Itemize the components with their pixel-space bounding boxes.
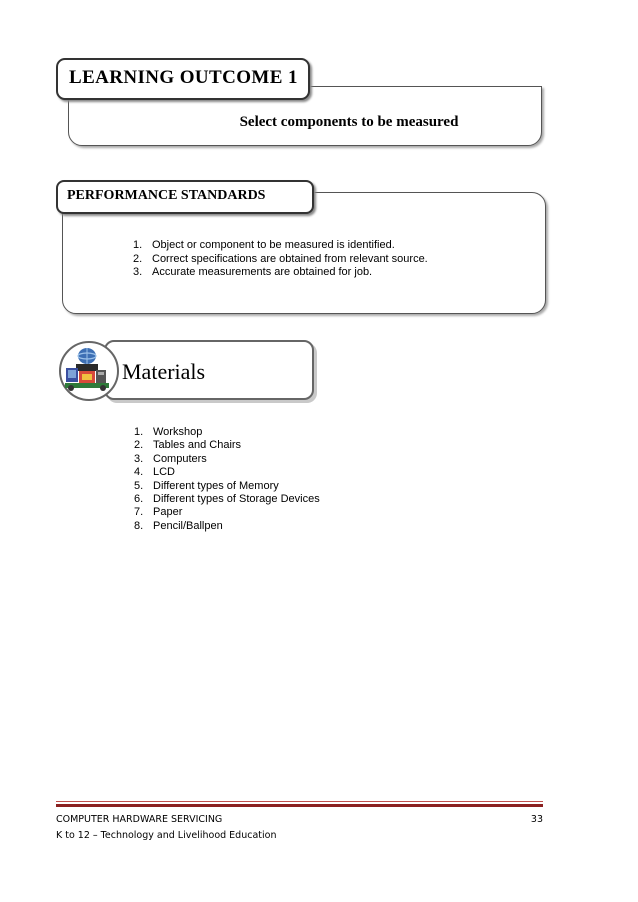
learning-outcome-subtitle: Select components to be measured xyxy=(239,114,459,130)
performance-standards-tab xyxy=(56,180,314,214)
list-item: 4. LCD xyxy=(134,466,176,479)
materials-icon xyxy=(62,346,112,392)
footer-program: K to 12 – Technology and Livelihood Education xyxy=(56,830,277,841)
list-item: 5. Different types of Memory xyxy=(134,479,279,492)
performance-standards-title: PERFORMANCE STANDARDS xyxy=(67,188,266,203)
list-item: 1. Workshop xyxy=(134,426,203,438)
list-item: 1. Object or component to be measured is identified. xyxy=(133,239,395,251)
performance-standards-list xyxy=(133,239,428,280)
materials-title: Materials xyxy=(122,359,206,384)
footer-divider-thick xyxy=(56,804,543,807)
footer-course: COMPUTER HARDWARE SERVICING xyxy=(56,814,223,825)
list-item: 2. Tables and Chairs xyxy=(134,439,242,452)
materials-list xyxy=(134,426,320,533)
list-item: 7. Paper xyxy=(134,506,183,519)
list-item: 6. Different types of Storage Devices xyxy=(134,493,320,506)
materials-header xyxy=(104,340,314,400)
list-item: 8. Pencil/Ballpen xyxy=(134,519,223,532)
list-item: 3. Accurate measurements are obtained for job. xyxy=(133,266,373,278)
learning-outcome-tab xyxy=(56,58,310,100)
learning-outcome-title: LEARNING OUTCOME 1 xyxy=(69,67,298,88)
footer-divider xyxy=(56,801,543,802)
list-item: 2. Correct specifications are obtained from relevant source. xyxy=(133,252,428,265)
page-number: 33 xyxy=(530,814,543,825)
page-footer xyxy=(56,812,543,844)
list-item: 3. Computers xyxy=(134,452,207,465)
